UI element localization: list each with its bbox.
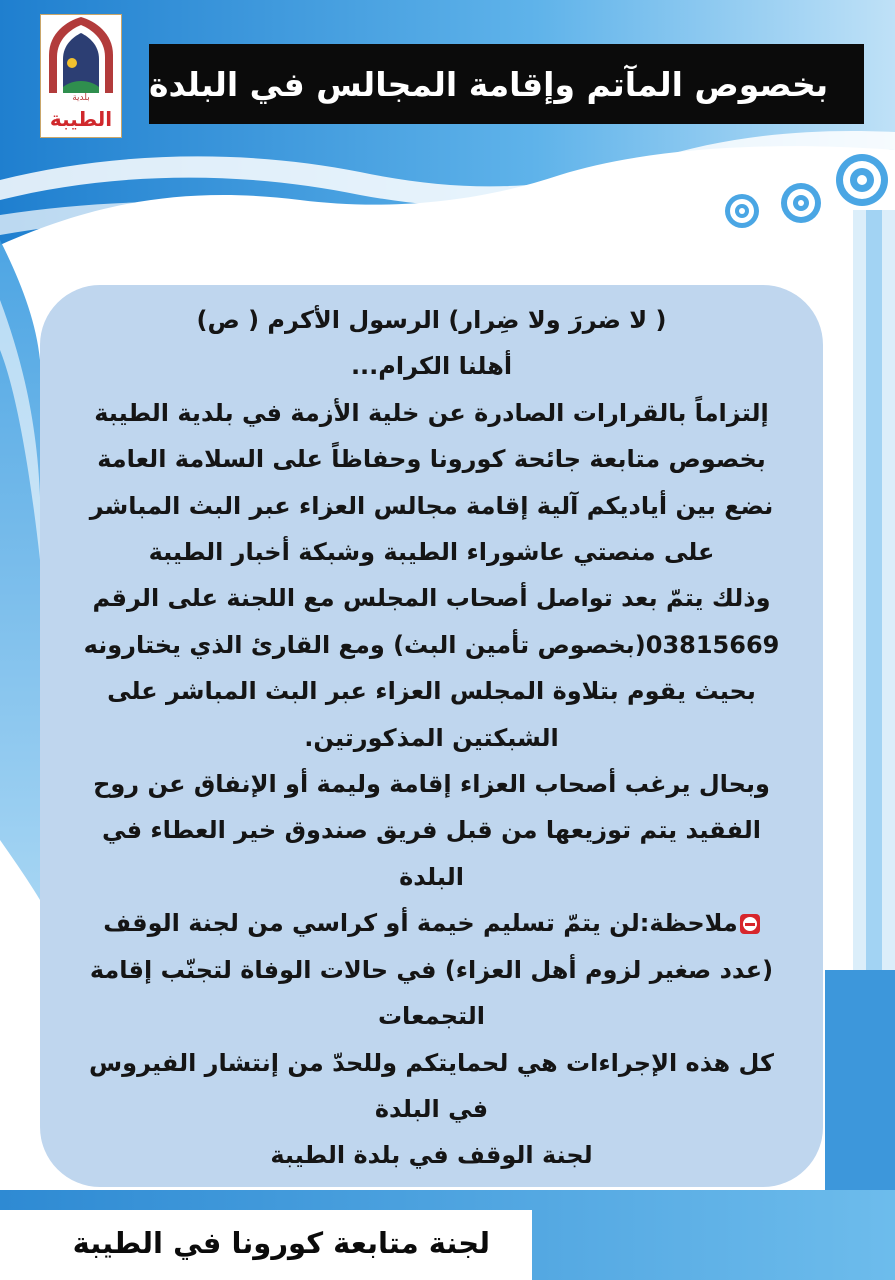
no-entry-icon [740, 914, 760, 934]
announcement-line: على منصتي عاشوراء الطيبة وشبكة أخبار الطيبة [148, 538, 715, 567]
footer-text: لجنة متابعة كورونا في الطيبة [72, 1226, 490, 1260]
announcement-line: وبحال يرغب أصحاب العزاء إقامة وليمة أو الإنفاق عن روح [93, 770, 770, 799]
announcement-box [40, 285, 823, 1187]
announcement-line: (عدد صغير لزوم أهل العزاء) في حالات الوفاة لتجنّب إقامة [89, 955, 774, 984]
announcement-line: الفقيد يتم توزيعها من قبل فريق صندوق خير العطاء في [102, 816, 761, 845]
municipality-logo [40, 14, 122, 138]
logo-subtitle: بلدية [72, 93, 90, 103]
note-text: ملاحظة:لن يتمّ تسليم خيمة أو كراسي من لجنة الوقف [103, 909, 738, 938]
announcement-line: إلتزاماً بالقرارات الصادرة عن خلية الأزمة في بلدية الطيبة [94, 398, 769, 427]
announcement-line: البلدة [399, 862, 464, 891]
announcement-line: بحيث يقوم بتلاوة المجلس العزاء عبر البث المباشر على [107, 677, 756, 706]
announcement-line: في البلدة [374, 1094, 489, 1123]
page-title: بخصوص المآتم وإقامة المجالس في البلدة [149, 64, 829, 104]
announcement-line: نضع بين أياديكم آلية إقامة مجالس العزاء عبر البث المباشر [89, 491, 774, 520]
announcement-line: أهلنا الكرام... [350, 352, 513, 381]
announcement-line: وذلك يتمّ بعد تواصل أصحاب المجلس مع اللجنة على الرقم [92, 584, 771, 613]
announcement-line: بخصوص متابعة جائحة كورونا وحفاظاً على السلامة العامة [97, 445, 766, 474]
announcement-line: الشبكتين المذكورتين. [304, 723, 559, 752]
announcement-line: التجمعات [377, 1002, 486, 1031]
announcement-signature: لجنة الوقف في بلدة الطيبة [270, 1141, 593, 1170]
note-line [68, 900, 795, 946]
announcement-line: 03815669(بخصوص تأمين البث) ومع القارئ الذي يختارونه [83, 630, 780, 659]
announcement-line: كل هذه الإجراءات هي لحمايتكم وللحدّ من إنتشار الفيروس [89, 1048, 774, 1077]
arch-emblem-icon [41, 15, 121, 95]
logo-name: الطيبة [49, 107, 113, 131]
announcement-line: ( لا ضررَ ولا ضِرار) الرسول الأكرم ( ص) [196, 306, 667, 334]
header-title-bar [149, 44, 864, 124]
